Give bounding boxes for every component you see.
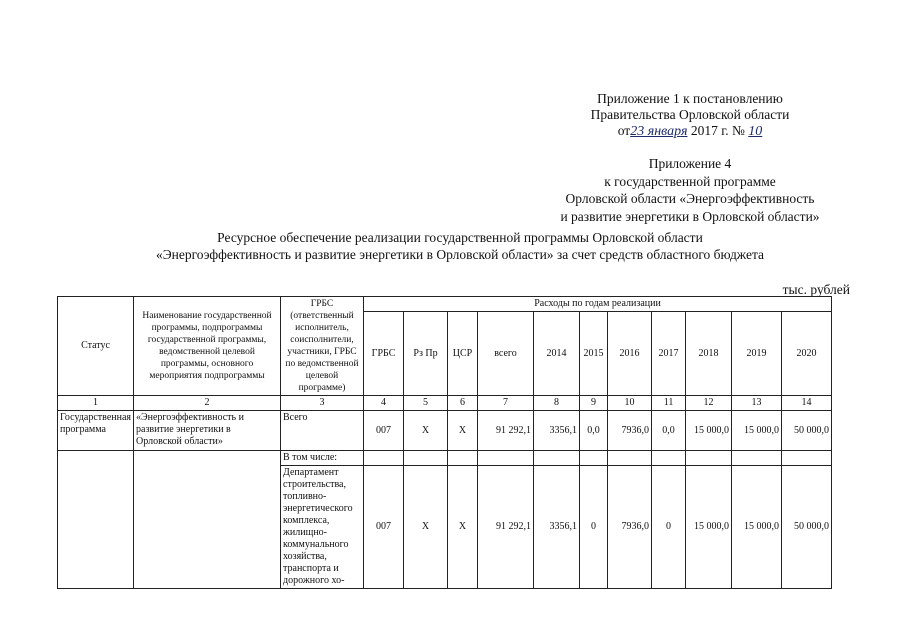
cell-2018: 15 000,0 [686,411,732,451]
cell-csr: Х [448,466,478,589]
cell-empty [404,451,448,466]
cell-empty [686,451,732,466]
handwritten-date: 23 января [630,124,688,139]
appendix-1-header [560,91,820,140]
cell-empty [782,451,832,466]
cell-program-name: «Энергоэффективность и развитие энергетики в Орловской области» [134,411,281,451]
cell-status-empty [58,451,134,589]
cell-empty [580,451,608,466]
cell-2016: 7936,0 [608,466,652,589]
column-number-row [58,396,832,411]
table-row-program-total [58,411,832,451]
col-number: 13 [732,396,782,411]
cell-2020: 50 000,0 [782,411,832,451]
col-number: 1 [58,396,134,411]
header-grbs: ГРБС [364,312,404,396]
col-number: 4 [364,396,404,411]
table-row-including [58,451,832,466]
cell-including-label: В том числе: [281,451,364,466]
date-prefix: от [617,123,631,138]
col-number: 3 [281,396,364,411]
cell-rzpr: Х [404,411,448,451]
cell-empty [478,451,534,466]
title-line2: «Энергоэффективность и развитие энергетики в Орловской области» за счет средств областного бюджета [155,246,765,262]
appendix-1-date-line [560,123,820,140]
cell-department: Департамент строительства, топливно-энергетического комплекса, жилищно-коммунального хозяйства, транспорта и дорожного хо- [281,466,364,589]
cell-2015: 0 [580,466,608,589]
cell-grbs: 007 [364,411,404,451]
cell-2019: 15 000,0 [732,411,782,451]
header-2016: 2016 [608,312,652,396]
col-number: 10 [608,396,652,411]
col-number: 12 [686,396,732,411]
cell-empty [608,451,652,466]
cell-empty [732,451,782,466]
col-number: 14 [782,396,832,411]
col-number: 9 [580,396,608,411]
header-2014: 2014 [534,312,580,396]
appendix-4-line4: и развитие энергетики в Орловской области» [560,208,820,224]
header-2019: 2019 [732,312,782,396]
document-title [60,230,860,263]
header-expenses-by-year: Расходы по годам реализации [364,297,832,312]
cell-total: 91 292,1 [478,411,534,451]
cell-grbs-responsible: Всего [281,411,364,451]
cell-csr: Х [448,411,478,451]
header-2017: 2017 [652,312,686,396]
cell-2017: 0 [652,466,686,589]
col-number: 11 [652,396,686,411]
cell-2016: 7936,0 [608,411,652,451]
col-number: 2 [134,396,281,411]
cell-2018: 15 000,0 [686,466,732,589]
header-csr: ЦСР [448,312,478,396]
cell-name-empty [134,451,281,589]
budget-table [57,296,832,589]
header-total: всего [478,312,534,396]
header-grbs-responsible: ГРБС (ответственный исполнитель, соисполнители, участники, ГРБС по ведомственной целевой программе) [281,297,364,396]
header-rzpr: Рз Пр [404,312,448,396]
header-2018: 2018 [686,312,732,396]
title-line1: Ресурсное обеспечение реализации государственной программы Орловской области [217,230,703,245]
date-year: 2017 г. № [690,123,745,138]
appendix-1-line1: Приложение 1 к постановлению [597,91,783,106]
header-2020: 2020 [782,312,832,396]
header-row-1 [58,297,832,312]
header-2015: 2015 [580,312,608,396]
cell-2019: 15 000,0 [732,466,782,589]
cell-rzpr: Х [404,466,448,589]
cell-grbs: 007 [364,466,404,589]
cell-2014: 3356,1 [534,466,580,589]
col-number: 7 [478,396,534,411]
cell-empty [534,451,580,466]
cell-2015: 0,0 [580,411,608,451]
appendix-4-line3: Орловской области «Энергоэффективность [565,191,815,206]
appendix-4-header [530,155,850,225]
col-number: 5 [404,396,448,411]
col-number: 8 [534,396,580,411]
appendix-4-line1: Приложение 4 [648,156,732,171]
cell-empty [364,451,404,466]
appendix-1-line2: Правительства Орловской области [590,107,790,122]
appendix-4-line2: к государственной программе [604,173,776,189]
handwritten-number: 10 [748,124,763,139]
cell-2017: 0,0 [652,411,686,451]
cell-status: Государственная программа [58,411,134,451]
cell-2014: 3356,1 [534,411,580,451]
cell-empty [448,451,478,466]
col-number: 6 [448,396,478,411]
header-name: Наименование государственной программы, подпрограммы государственной программы, ведомственной целевой программы, основного мероприятия подпрограммы [134,297,281,396]
cell-empty [652,451,686,466]
header-status: Статус [58,297,134,396]
cell-total: 91 292,1 [478,466,534,589]
cell-2020: 50 000,0 [782,466,832,589]
unit-label: тыс. рублей [782,282,850,297]
